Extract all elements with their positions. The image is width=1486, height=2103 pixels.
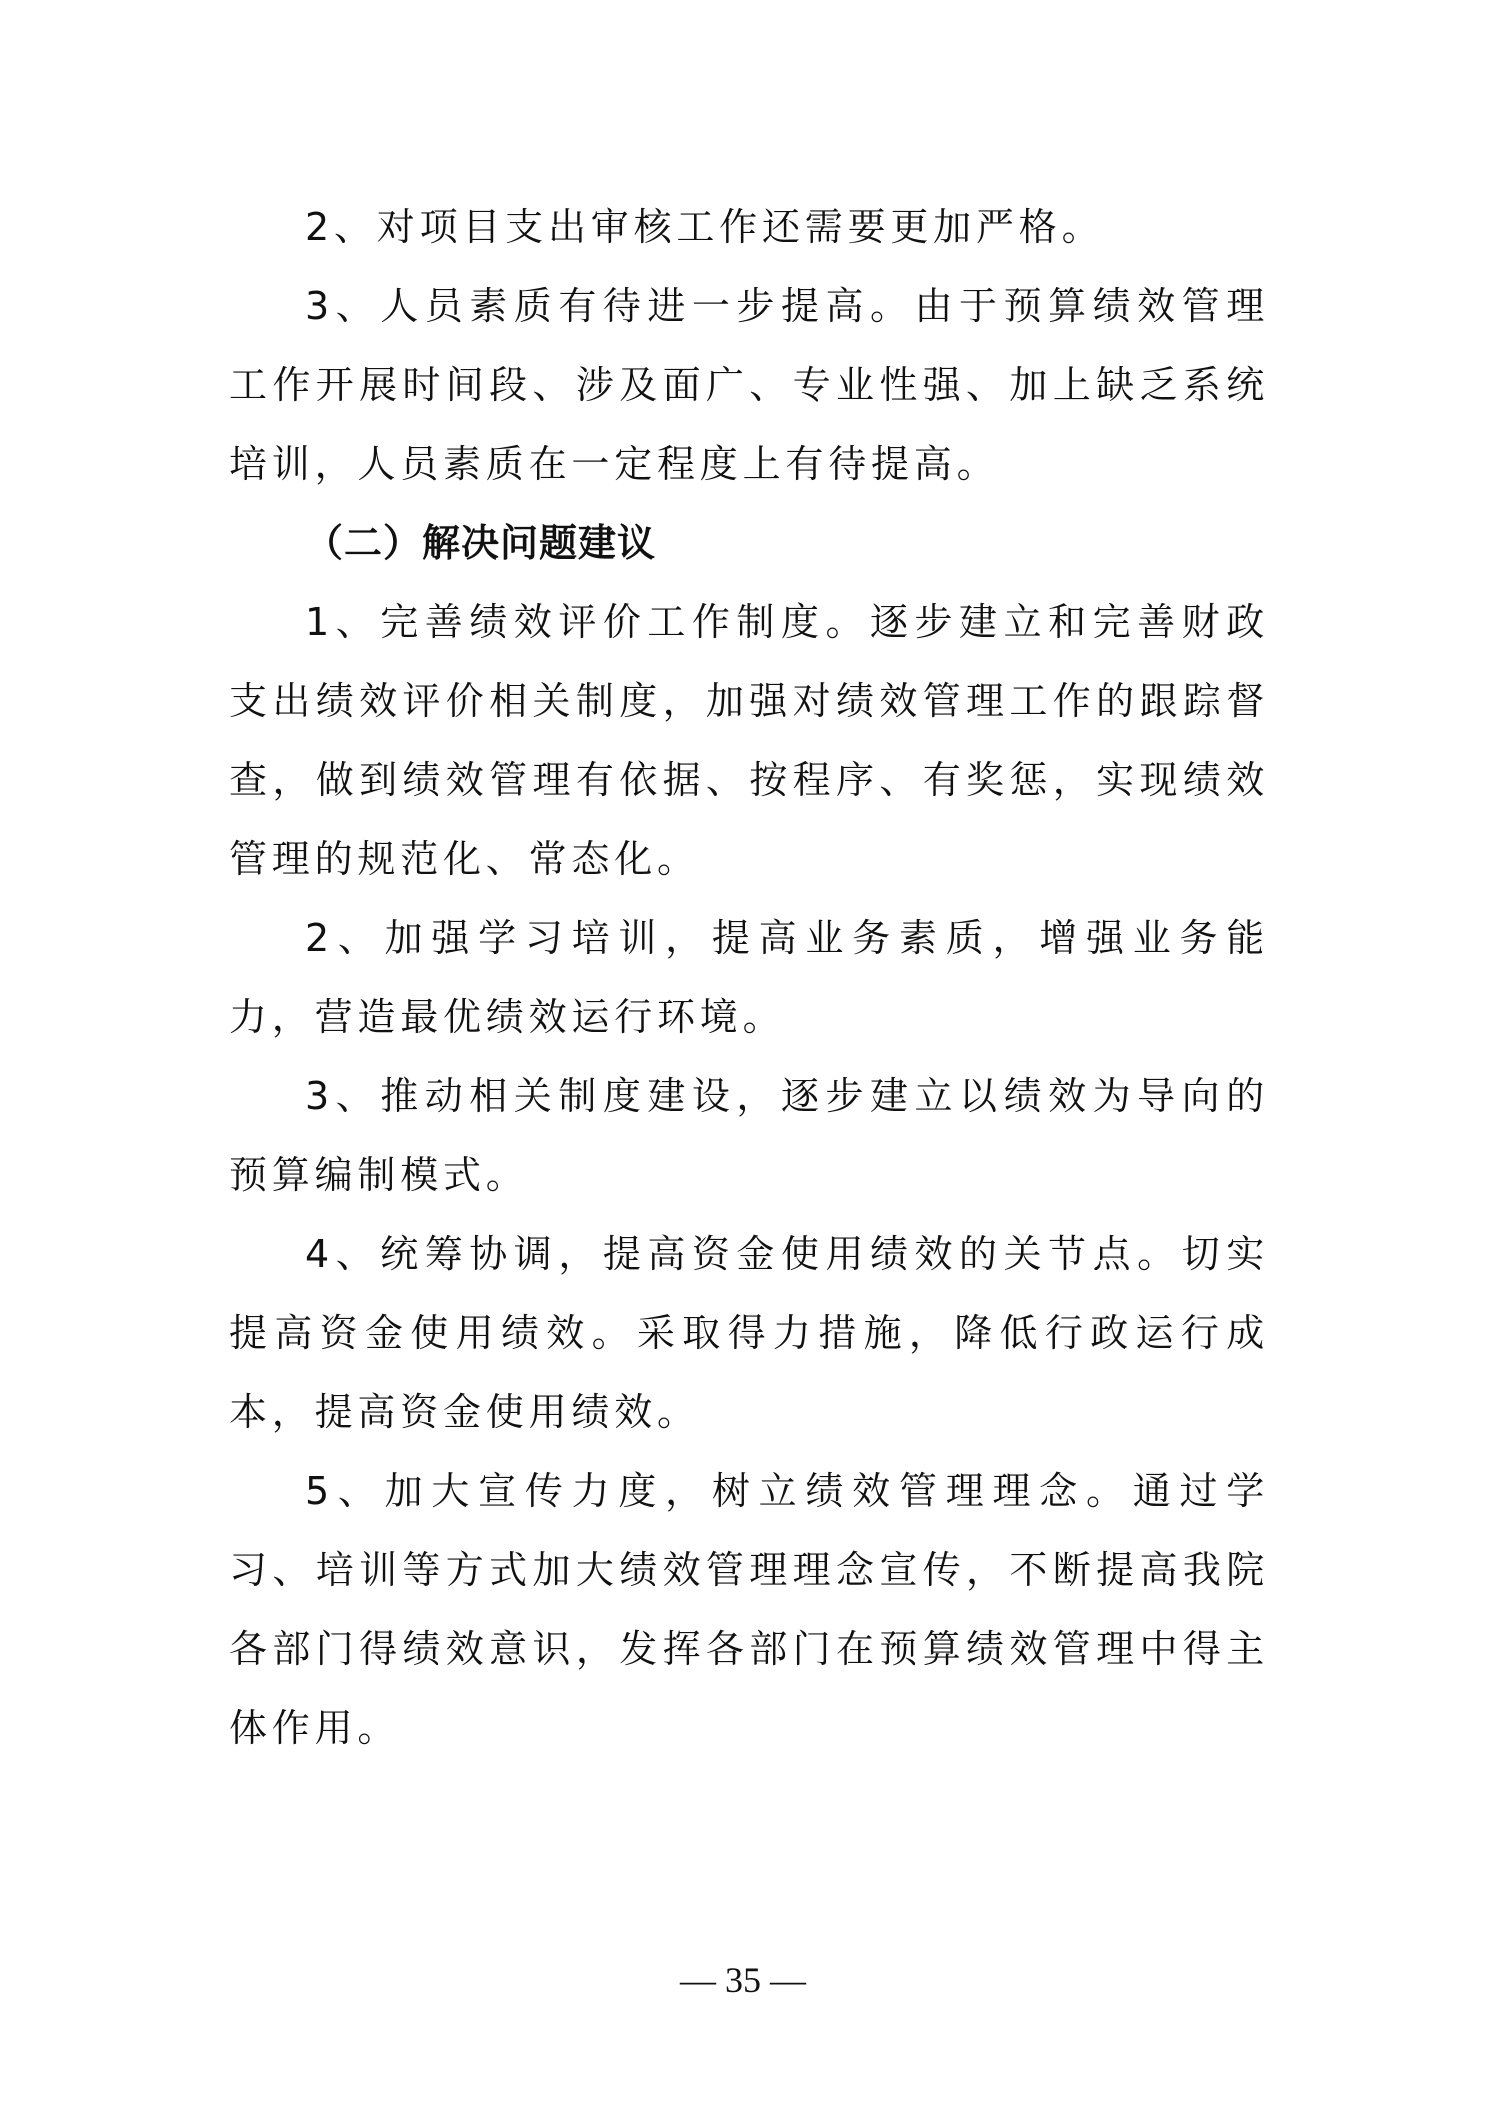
document-body: [229, 188, 1269, 1768]
page-number: — 35 —: [680, 1960, 806, 2000]
paragraph-staff-quality: 3、人员素质有待进一步提高。由于预算绩效管理工作开展时间段、涉及面广、专业性强、加上缺乏系统培训，人员素质在一定程度上有待提高。: [229, 284, 1269, 486]
section-heading: （二）解决问题建议: [305, 521, 657, 565]
suggestion-item: 4、统筹协调，提高资金使用绩效的关节点。切实提高资金使用绩效。采取得力措施，降低行政运行成本，提高资金使用绩效。: [229, 1232, 1269, 1434]
suggestion-item: 5、加大宣传力度，树立绩效管理理念。通过学习、培训等方式加大绩效管理理念宣传，不断提高我院各部门得绩效意识，发挥各部门在预算绩效管理中得主体作用。: [229, 1469, 1269, 1750]
paragraph-audit-strictness: 2、对项目支出审核工作还需要更加严格。: [305, 205, 1105, 249]
suggestion-item: 1、完善绩效评价工作制度。逐步建立和完善财政支出绩效评价相关制度，加强对绩效管理工作的跟踪督查，做到绩效管理有依据、按程序、有奖惩，实现绩效管理的规范化、常态化。: [229, 600, 1269, 881]
suggestion-item: 2、加强学习培训，提高业务素质，增强业务能力，营造最优绩效运行环境。: [229, 916, 1269, 1039]
suggestion-item: 3、推动相关制度建设，逐步建立以绩效为导向的预算编制模式。: [229, 1074, 1269, 1197]
